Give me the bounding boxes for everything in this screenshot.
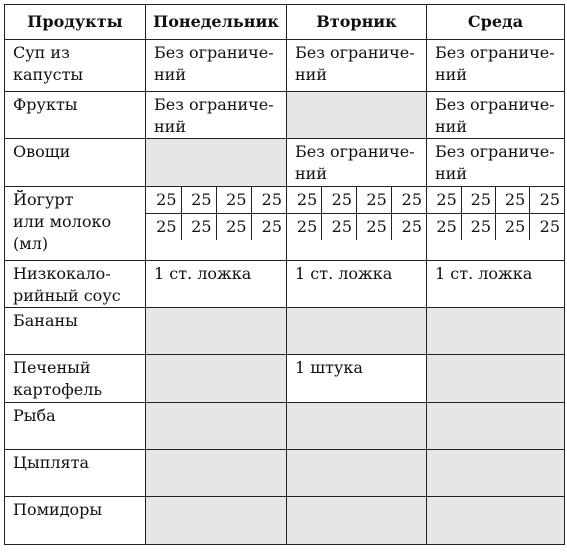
label-cell — [5, 92, 146, 139]
qty-value: 25 — [496, 214, 530, 241]
label-sauce: Низкокало- рийный соус — [13, 264, 121, 305]
row-tomatoes — [5, 497, 565, 545]
qty-value: 25 — [287, 187, 322, 214]
label-cell — [5, 403, 146, 450]
header-products: Продукты — [5, 5, 146, 40]
empty-cell — [287, 92, 427, 139]
qty-value: 25 — [181, 187, 216, 214]
cell-tue — [287, 40, 427, 92]
empty-cell — [146, 450, 287, 497]
row-fish — [5, 403, 565, 450]
qty-value: 25 — [427, 187, 461, 214]
empty-cell — [146, 497, 287, 545]
qty-value: 25 — [357, 187, 392, 214]
yogurt-tue-grid — [287, 187, 426, 240]
qty-value: 25 — [530, 187, 564, 214]
row-soup — [5, 40, 565, 92]
cell-mon — [146, 40, 287, 92]
label-vegetables: Овощи — [13, 142, 71, 161]
fruits-mon: Без ограниче- ний — [154, 95, 274, 136]
label-cell — [5, 450, 146, 497]
header-wednesday: Среда — [427, 5, 565, 40]
soup-mon: Без ограниче- ний — [154, 43, 274, 84]
qty-value: 25 — [496, 187, 530, 214]
diet-table — [4, 4, 565, 545]
qty-value: 25 — [181, 214, 216, 241]
empty-cell — [427, 355, 565, 403]
empty-cell — [427, 497, 565, 545]
empty-cell — [427, 403, 565, 450]
sauce-mon: 1 ст. ложка — [154, 264, 252, 283]
label-cell — [5, 308, 146, 355]
qty-value: 25 — [401, 217, 422, 236]
label-cell — [5, 139, 146, 187]
qty-value: 25 — [461, 187, 495, 214]
potato-tue: 1 штука — [295, 358, 363, 377]
qty-value: 25 — [391, 187, 426, 214]
label-tomatoes: Помидоры — [13, 500, 103, 519]
row-vegetables — [5, 139, 565, 187]
label-fish: Рыба — [13, 406, 56, 425]
sauce-wed: 1 ст. ложка — [435, 264, 533, 283]
label-chicken: Цыплята — [13, 453, 89, 472]
cell-mon — [146, 92, 287, 139]
qty-value: 25 — [427, 214, 461, 241]
row-sauce — [5, 261, 565, 308]
header-monday: Понедельник — [146, 5, 287, 40]
empty-cell — [146, 403, 287, 450]
qty-value: 25 — [287, 214, 322, 241]
empty-cell — [427, 450, 565, 497]
yogurt-mon-grid — [146, 187, 286, 240]
row-fruits — [5, 92, 565, 139]
qty-value: 25 — [251, 187, 286, 214]
vegetables-wed: Без ограниче- ний — [435, 142, 555, 183]
header-tuesday: Вторник — [287, 5, 427, 40]
label-fruits: Фрукты — [13, 95, 78, 114]
yogurt-mon-cell — [146, 187, 287, 261]
fruits-wed: Без ограниче- ний — [435, 95, 555, 136]
empty-cell — [427, 308, 565, 355]
empty-cell — [146, 308, 287, 355]
qty-value: 25 — [216, 214, 251, 241]
label-yogurt: Йогурт или молоко (мл) — [13, 190, 112, 253]
label-soup: Суп из капусты — [13, 43, 84, 84]
cell-wed — [427, 139, 565, 187]
sauce-tue: 1 ст. ложка — [295, 264, 393, 283]
qty-value: 25 — [146, 214, 181, 241]
cell-tue — [287, 261, 427, 308]
row-potato — [5, 355, 565, 403]
label-cell — [5, 187, 146, 261]
cell-wed — [427, 261, 565, 308]
row-yogurt — [5, 187, 565, 261]
label-cell — [5, 261, 146, 308]
soup-wed: Без ограниче- ний — [435, 43, 555, 84]
label-cell — [5, 40, 146, 92]
row-chicken — [5, 450, 565, 497]
empty-cell — [287, 497, 427, 545]
qty-value: 25 — [357, 214, 392, 241]
cell-tue — [287, 139, 427, 187]
yogurt-tue-cell — [287, 187, 427, 261]
cell-mon — [146, 261, 287, 308]
empty-cell — [287, 403, 427, 450]
label-cell — [5, 497, 146, 545]
vegetables-tue: Без ограниче- ний — [295, 142, 415, 183]
empty-cell — [287, 308, 427, 355]
row-bananas — [5, 308, 565, 355]
label-cell — [5, 355, 146, 403]
cell-tue — [287, 355, 427, 403]
cell-wed — [427, 40, 565, 92]
empty-cell — [146, 139, 287, 187]
qty-value: 25 — [322, 214, 357, 241]
header-row — [5, 5, 565, 40]
soup-tue: Без ограниче- ний — [295, 43, 415, 84]
qty-value: 25 — [322, 187, 357, 214]
cell-wed — [427, 92, 565, 139]
qty-value: 25 — [216, 187, 251, 214]
label-bananas: Бананы — [13, 311, 78, 330]
qty-value: 25 — [461, 214, 495, 241]
qty-value: 25 — [146, 187, 181, 214]
yogurt-wed-grid — [427, 187, 564, 240]
empty-cell — [287, 450, 427, 497]
qty-value: 25 — [539, 217, 560, 236]
qty-value: 25 — [261, 217, 282, 236]
empty-cell — [146, 355, 287, 403]
yogurt-wed-cell — [427, 187, 565, 261]
label-potato: Печеный картофель — [13, 358, 103, 399]
